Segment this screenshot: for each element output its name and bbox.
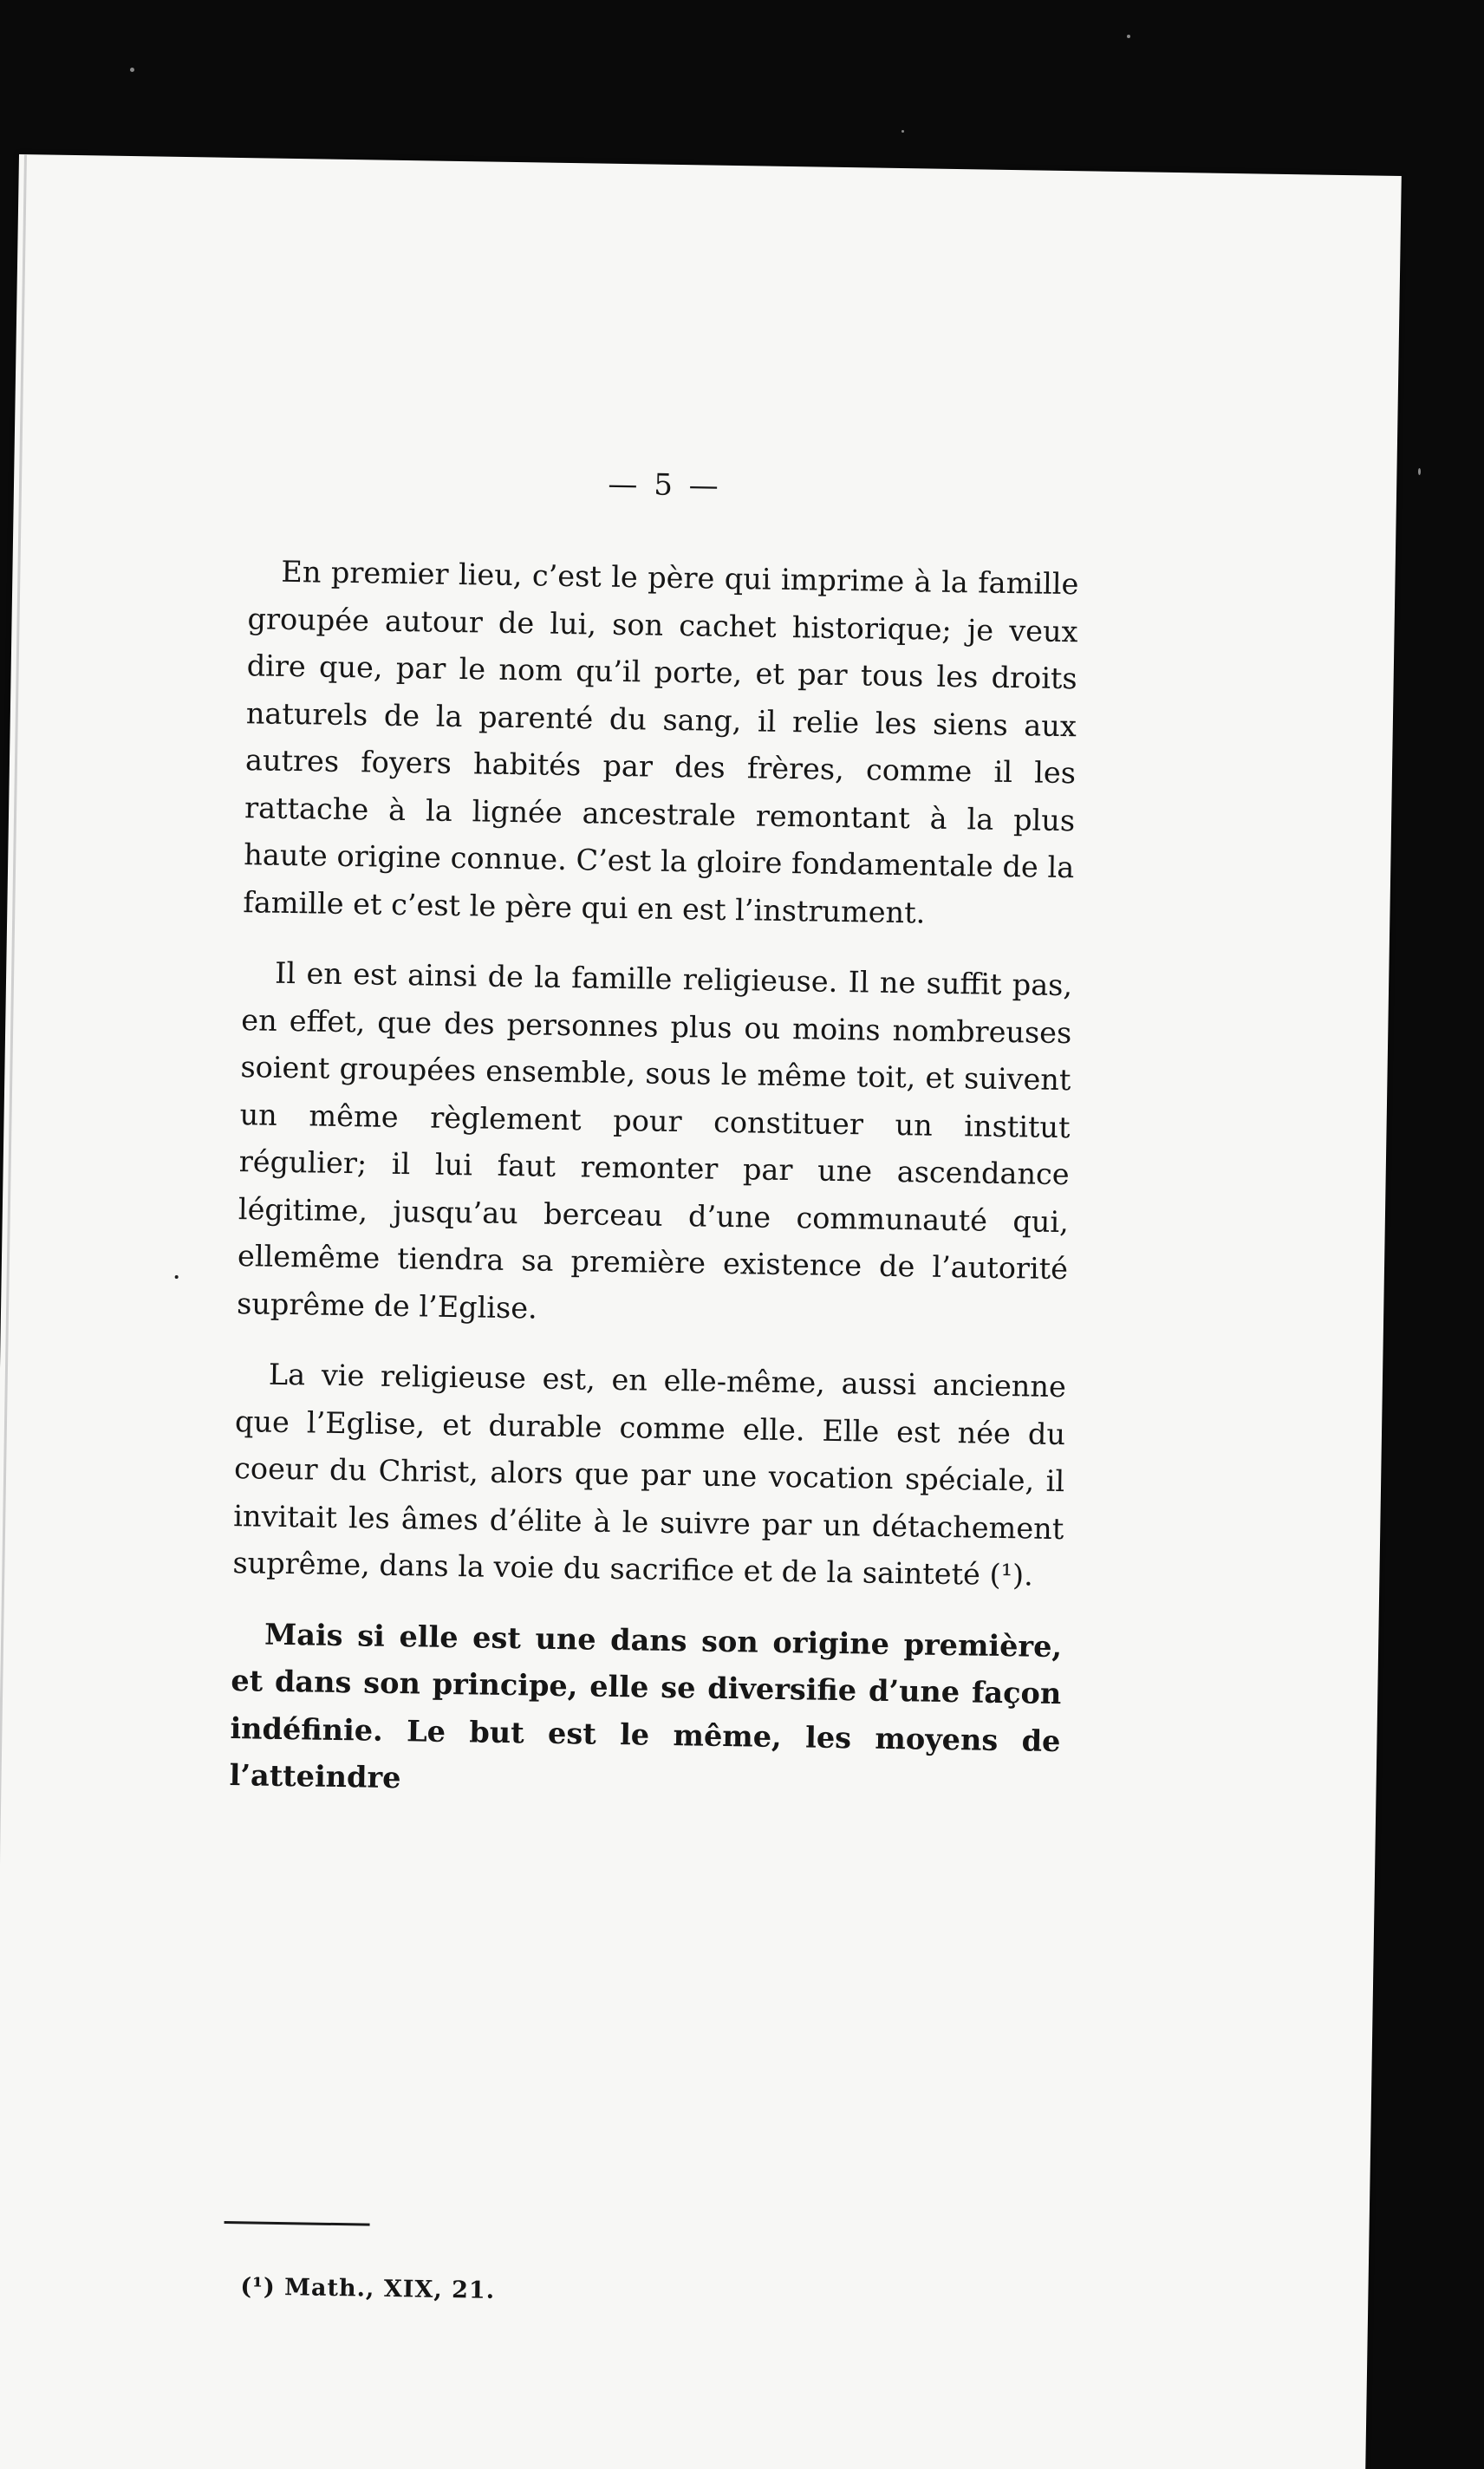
ink-speck bbox=[175, 1275, 179, 1279]
dust-speck bbox=[1127, 35, 1130, 38]
page-edge bbox=[0, 154, 27, 2469]
dust-speck bbox=[901, 130, 904, 133]
footnote-rule bbox=[225, 2221, 370, 2226]
body-text bbox=[229, 548, 1079, 1835]
page-number: — 5 — bbox=[608, 466, 723, 504]
text-block bbox=[229, 158, 1085, 2304]
dust-speck bbox=[130, 68, 134, 72]
paper-page bbox=[0, 154, 1402, 2469]
paragraph-1: En premier lieu, c’est le père qui imprime à la famille groupée autour de lui, son cachet historique; je veux dire que, par le nom qu’il porte, et par tous les droits naturels de la parenté du sang, il relie les siens aux autres foyers habités par des frères, comme il les rattache à la lignée ancestrale remontant à la plus haute origine connue. C’est la gloire fondamentale de la famille et c’est le père qui en est l’instrument. bbox=[243, 554, 1079, 930]
paragraph-4: Mais si elle est une dans son origine première, et dans son principe, elle se diversifie d’une façon indéfinie. Le but est le même, les moyens de l’atteindre bbox=[229, 1617, 1063, 1795]
dust-speck bbox=[1418, 468, 1421, 475]
paragraph-3: La vie religieuse est, en elle-même, aussi ancienne que l’Eglise, et durable comme elle. Elle est née du coeur du Christ, alors que par une vocation spéciale, il invitait les âmes d’élite à le suivre par un détachement suprême, dans la voie du sacrifice et de la sainteté (¹). bbox=[232, 1357, 1067, 1593]
footnote: (¹) Math., XIX, 21. bbox=[240, 2273, 496, 2304]
paragraph-2: Il en est ainsi de la famille religieuse. Il ne suffit pas, en effet, que des personnes plus ou moins nombreuses soient groupées ensemble, sous le même toit, et suivent un même règlement pour constituer un institut régulier; il lui faut remonter par une ascendance légitime, jusqu’au berceau d’une communauté qui, ellemême tiendra sa première existence de l’autorité suprême de l’Eglise. bbox=[236, 955, 1073, 1326]
